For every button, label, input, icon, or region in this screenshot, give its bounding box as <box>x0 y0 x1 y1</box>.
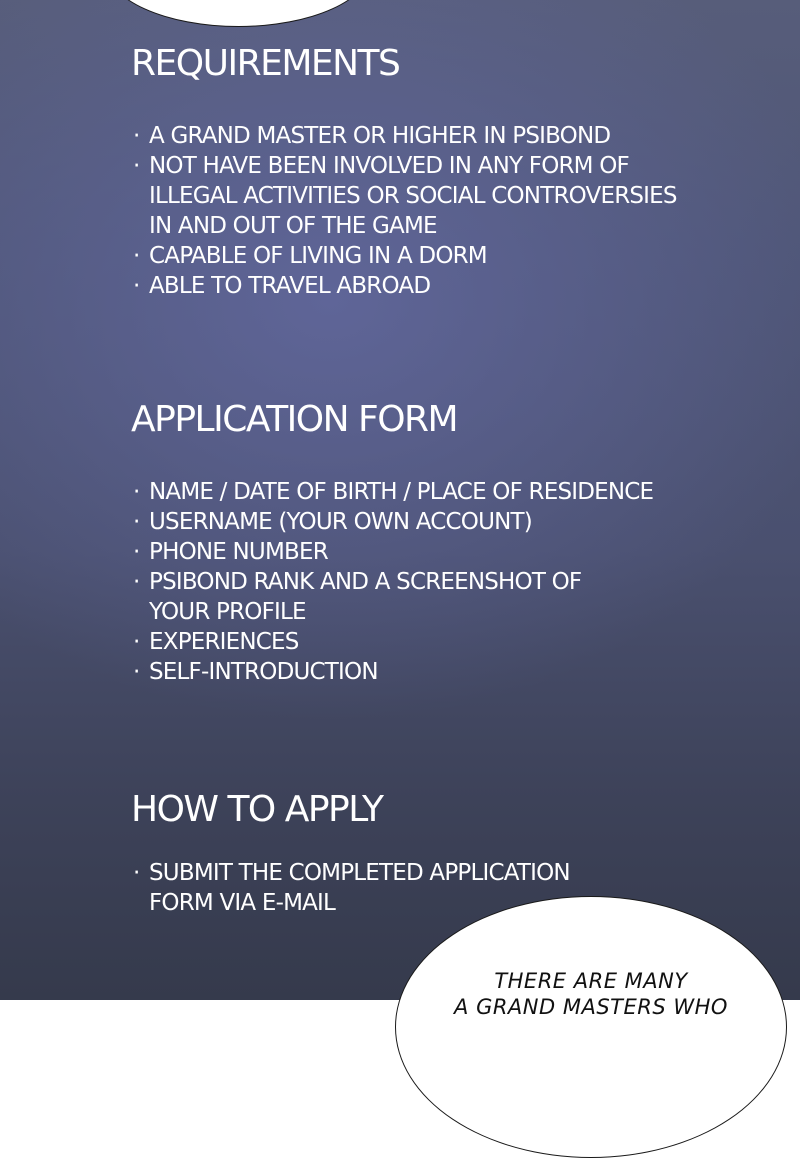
list-item-line: · NOT HAVE BEEN INVOLVED IN ANY FORM OF <box>149 153 629 179</box>
list-item <box>133 271 677 301</box>
speech-bubble-line-1: THERE ARE MANY <box>494 969 688 993</box>
list-item-line: YOUR PROFILE <box>149 599 306 625</box>
list-item-line: FORM VIA E-MAIL <box>149 890 336 916</box>
how-to-apply-title: HOW TO APPLY <box>131 789 383 830</box>
speech-bubble-line-2: A GRAND MASTERS WHO <box>454 995 728 1019</box>
requirements-title: REQUIREMENTS <box>131 43 400 84</box>
list-item <box>133 121 677 151</box>
application-form-title: APPLICATION FORM <box>131 399 458 440</box>
list-item <box>133 151 677 241</box>
list-item-line: · SELF-INTRODUCTION <box>149 659 378 685</box>
list-item-line: ILLEGAL ACTIVITIES OR SOCIAL CONTROVERSIES <box>149 183 677 209</box>
list-item-line: · CAPABLE OF LIVING IN A DORM <box>149 243 487 269</box>
list-item <box>133 537 653 567</box>
list-item-line: · USERNAME (YOUR OWN ACCOUNT) <box>149 509 532 535</box>
list-item-line: · PHONE NUMBER <box>149 539 328 565</box>
requirements-list <box>133 121 677 301</box>
list-item-line: · ABLE TO TRAVEL ABROAD <box>149 273 431 299</box>
list-item-line: · NAME / DATE OF BIRTH / PLACE OF RESIDENCE <box>149 479 654 505</box>
list-item <box>133 241 677 271</box>
list-item <box>133 567 653 627</box>
list-item <box>133 657 653 687</box>
application-form-list <box>133 477 653 687</box>
list-item-line: · SUBMIT THE COMPLETED APPLICATION <box>149 860 570 886</box>
list-item-line: · PSIBOND RANK AND A SCREENSHOT OF <box>149 569 582 595</box>
list-item-line: · A GRAND MASTER OR HIGHER IN PSIBOND <box>149 123 611 149</box>
list-item <box>133 507 653 537</box>
speech-bubble-top <box>105 0 372 27</box>
speech-bubble-bottom <box>395 896 787 1158</box>
list-item <box>133 477 653 507</box>
list-item-line: · EXPERIENCES <box>149 629 299 655</box>
list-item-line: IN AND OUT OF THE GAME <box>149 213 437 239</box>
list-item <box>133 627 653 657</box>
